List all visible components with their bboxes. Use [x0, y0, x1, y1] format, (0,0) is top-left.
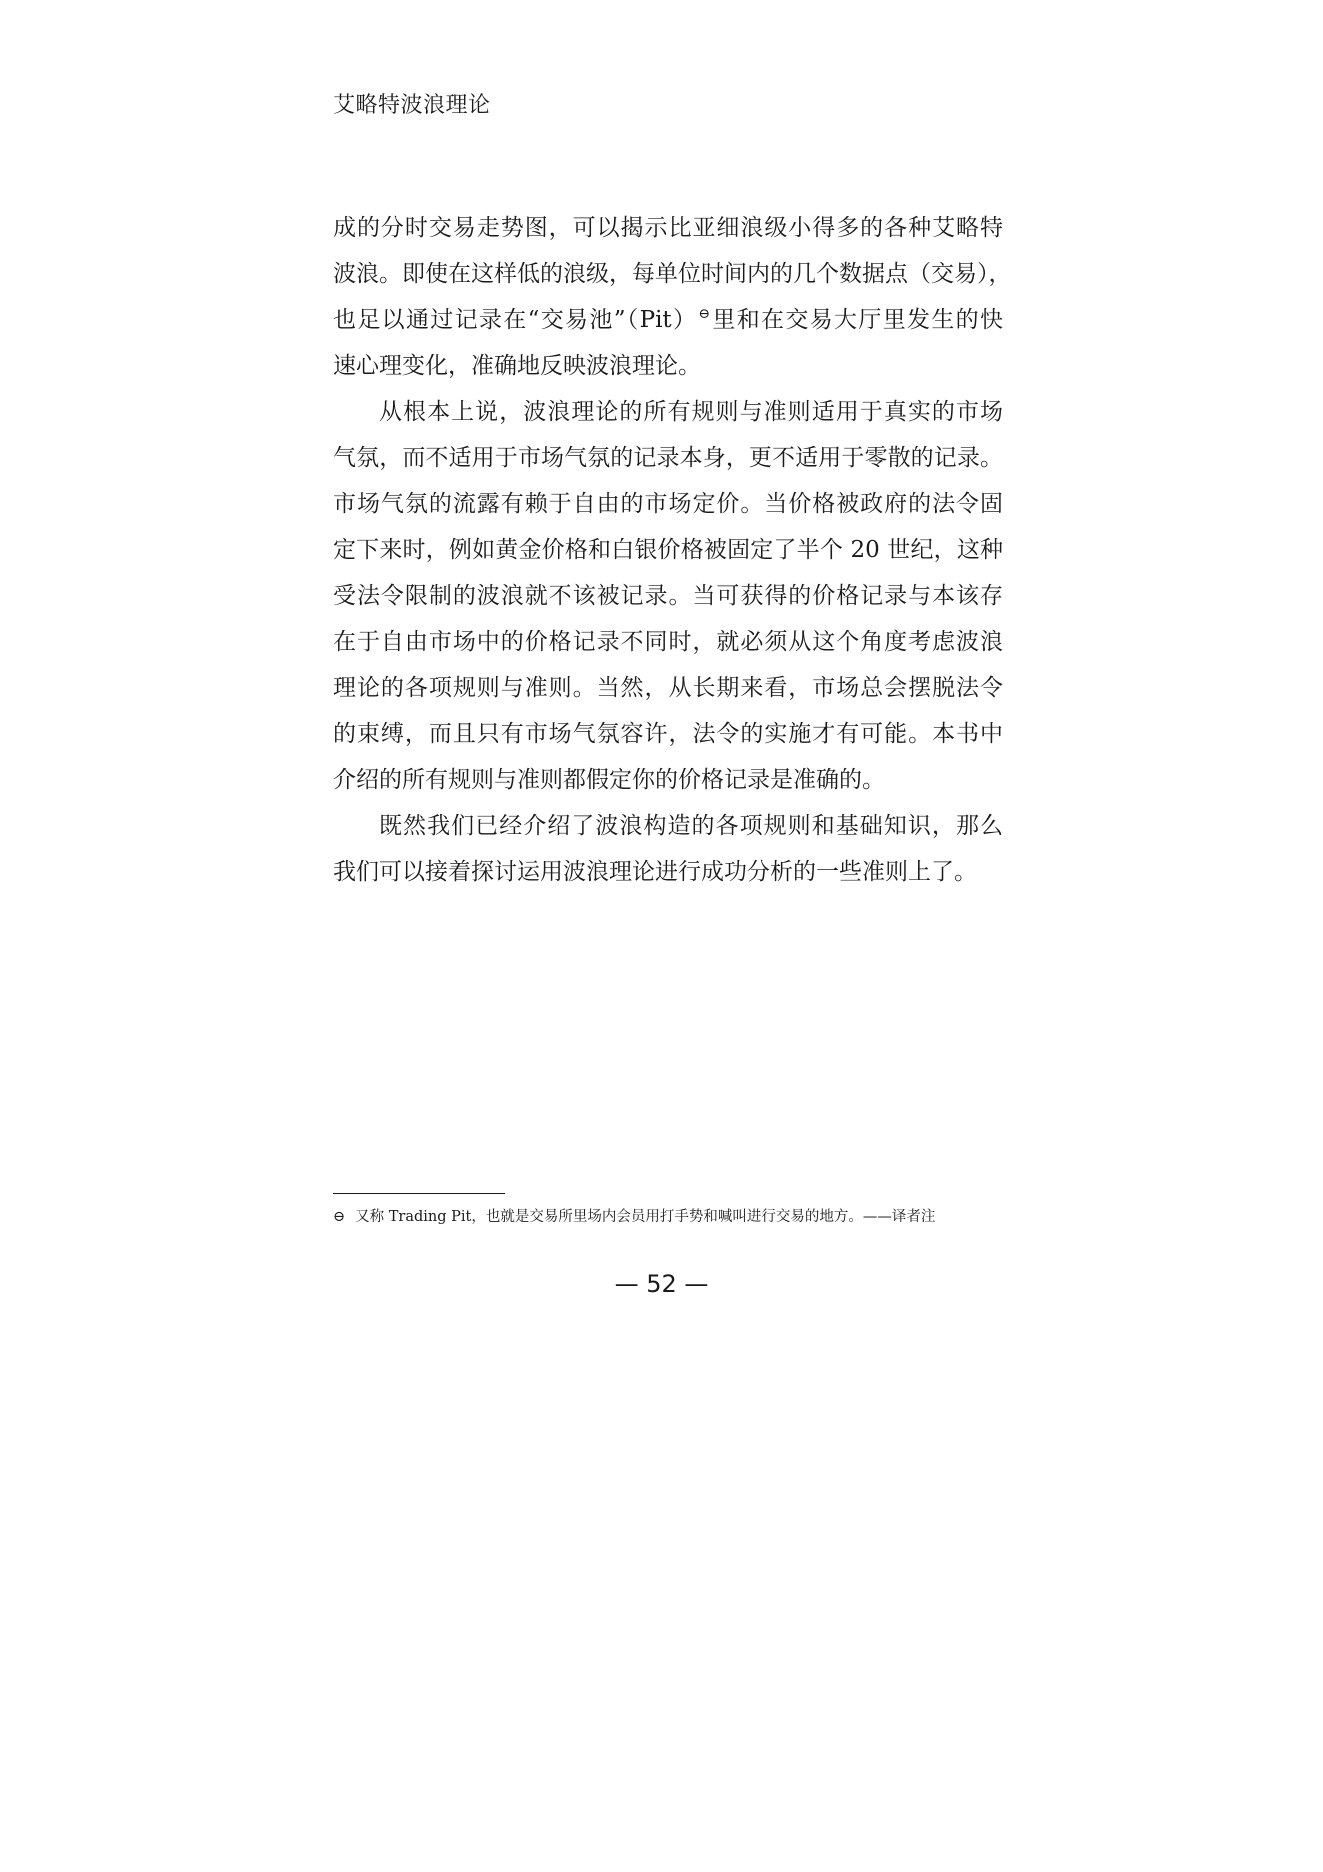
paragraph-1-line-2: 波浪。即使在这样低的浪级，每单位时间内的几个数据点（交易），: [333, 261, 1012, 287]
footnote-text: 又称 Trading Pit，也就是交易所里场内会员用打手势和喊叫进行交易的地方。——译者注: [355, 1209, 936, 1225]
paragraph-1: [333, 205, 1012, 389]
paragraph-1-line-4: 速心理变化，准确地反映波浪理论。: [333, 353, 701, 379]
paragraph-1-line-3-end: 里和在交易大厅里发生的快: [711, 307, 1004, 333]
footnote-reference-marker: ⊖: [698, 306, 711, 322]
footnote-divider: [333, 1193, 505, 1194]
paragraph-2: [333, 389, 1003, 803]
paragraph-2-line-1: 从根本上说，波浪理论的所有规则与准则适用于真实的市场: [379, 399, 1003, 425]
paragraph-1-line-3: [333, 297, 1003, 343]
body-text: [333, 205, 1012, 895]
paragraph-1-line-3-start: 也足以通过记录在“交易池”（Pit）: [333, 307, 698, 333]
paragraph-2-line-6: 在于自由市场中的价格记录不同时，就必须从这个角度考虑波浪: [333, 629, 1003, 655]
paragraph-2-line-5: 受法令限制的波浪就不该被记录。当可获得的价格记录与本该存: [333, 583, 1003, 609]
paragraph-2-line-8: 的束缚，而且只有市场气氛容许，法令的实施才有可能。本书中: [333, 721, 1003, 747]
footnote: [333, 1207, 1013, 1227]
paragraph-3-line-2: 我们可以接着探讨运用波浪理论进行成功分析的一些准则上了。: [333, 859, 977, 885]
page-number: — 52 —: [614, 1270, 709, 1298]
paragraph-3: [333, 803, 1003, 895]
paragraph-2-line-4: 定下来时，例如黄金价格和白银价格被固定了半个 20 世纪，这种: [333, 537, 1003, 563]
footnote-marker: ⊖: [333, 1209, 346, 1225]
paragraph-2-line-7: 理论的各项规则与准则。当然，从长期来看，市场总会摆脱法令: [333, 675, 1003, 701]
paragraph-2-line-2: 气氛，而不适用于市场气氛的记录本身，更不适用于零散的记录。: [333, 445, 1003, 471]
paragraph-2-line-3: 市场气氛的流露有赖于自由的市场定价。当价格被政府的法令固: [333, 491, 1003, 517]
paragraph-2-line-9: 介绍的所有规则与准则都假定你的价格记录是准确的。: [333, 767, 885, 793]
running-header-title: 艾略特波浪理论: [333, 93, 491, 118]
paragraph-1-line-1: 成的分时交易走势图，可以揭示比亚细浪级小得多的各种艾略特: [333, 215, 1003, 241]
paragraph-3-line-1: 既然我们已经介绍了波浪构造的各项规则和基础知识，那么: [379, 813, 1003, 839]
